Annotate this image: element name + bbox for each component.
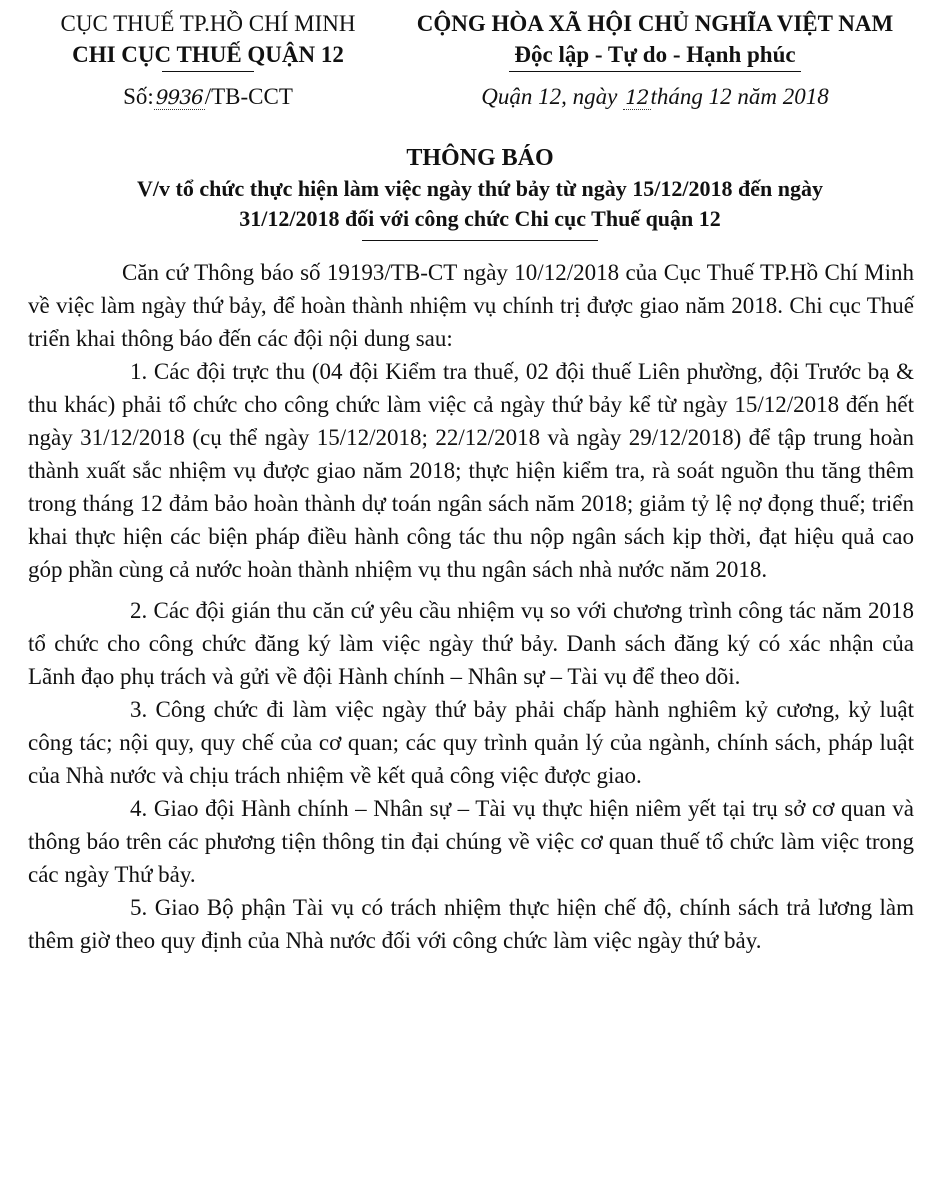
parent-agency-name: CỤC THUẾ TP.HỒ CHÍ MINH <box>60 11 356 36</box>
date-suffix: tháng 12 năm 2018 <box>650 84 829 109</box>
date-prefix: Quận 12, ngày <box>481 84 618 109</box>
date-day-handwritten: 12 <box>625 85 649 109</box>
national-motto: Độc lập - Tự do - Hạnh phúc <box>514 42 796 67</box>
notice-title: THÔNG BÁO <box>406 145 554 171</box>
notice-title-block <box>40 142 920 241</box>
item-1-paragraph: 1. Các đội trực thu (04 đội Kiểm tra thuế, 02 đội thuế Liên phường, đội Trước bạ & thu khác) phải tổ chức cho công chức làm việc cả ngày thứ bảy kể từ ngày 15/12/2018 đến hết ngày 31/12/2018 (cụ thể ngày 15/12/2018; 22/12/2018 và ngày 29/12/2018) để tập trung hoàn thành xuất sắc nhiệm vụ được giao năm 2018; thực hiện kiểm tra, rà soát nguồn thu tăng thêm trong tháng 12 đảm bảo hoàn thành dự toán ngân sách năm 2018; giảm tỷ lệ nợ đọng thuế; triển khai thực hiện các biện pháp điều hành công tác thu nộp ngân sách kịp thời, đạt hiệu quả cao góp phần cùng cả nước hoàn thành nhiệm vụ thu ngân sách nhà nước năm 2018. <box>28 359 914 582</box>
issuing-agency-block <box>28 8 388 110</box>
agency-name: CHI CỤC THUẾ QUẬN 12 <box>72 42 344 67</box>
item-4-paragraph: 4. Giao đội Hành chính – Nhân sự – Tài vụ thực hiện niêm yết tại trụ sở cơ quan và thông báo trên các phương tiện thông tin đại chúng về việc cơ quan thuế tổ chức làm việc trong các ngày Thứ bảy. <box>28 796 914 887</box>
document-header <box>0 8 945 118</box>
motto-underline <box>509 71 801 72</box>
nation-name: CỘNG HÒA XÃ HỘI CHỦ NGHĨA VIỆT NAM <box>416 11 894 36</box>
ref-prefix: Số: <box>123 84 154 109</box>
document-reference-number <box>28 84 388 110</box>
national-title-block <box>390 8 920 110</box>
ref-number-handwritten: 9936 <box>155 85 203 109</box>
item-5-paragraph: 5. Giao Bộ phận Tài vụ có trách nhiệm thực hiện chế độ, chính sách trả lương làm thêm giờ theo quy định của Nhà nước đối với công chức làm việc ngày thứ bảy. <box>28 895 914 953</box>
notice-subject-line-2: 31/12/2018 đối với công chức Chi cục Thuế quận 12 <box>239 206 721 231</box>
agency-underline <box>162 71 254 72</box>
ref-suffix: /TB-CCT <box>204 84 293 109</box>
notice-subject-line-1: V/v tổ chức thực hiện làm việc ngày thứ bảy từ ngày 15/12/2018 đến ngày <box>137 176 823 201</box>
intro-paragraph: Căn cứ Thông báo số 19193/TB-CT ngày 10/12/2018 của Cục Thuế TP.Hồ Chí Minh về việc làm ngày thứ bảy, để hoàn thành nhiệm vụ chính trị được giao năm 2018. Chi cục Thuế triển khai thông báo đến các đội nội dung sau: <box>28 260 914 351</box>
notice-body <box>28 256 914 957</box>
item-2-paragraph: 2. Các đội gián thu căn cứ yêu cầu nhiệm vụ so với chương trình công tác năm 2018 tổ chức cho công chức đăng ký làm việc ngày thứ bảy. Danh sách đăng ký có xác nhận của Lãnh đạo phụ trách và gửi về đội Hành chính – Nhân sự – Tài vụ để theo dõi. <box>28 598 914 689</box>
title-underline <box>362 240 598 241</box>
item-3-paragraph: 3. Công chức đi làm việc ngày thứ bảy phải chấp hành nghiêm kỷ cương, kỷ luật công tác; nội quy, quy chế của cơ quan; các quy trình quản lý của ngành, chính sách, pháp luật của Nhà nước và chịu trách nhiệm về kết quả công việc được giao. <box>28 697 914 788</box>
document-date <box>390 84 920 110</box>
